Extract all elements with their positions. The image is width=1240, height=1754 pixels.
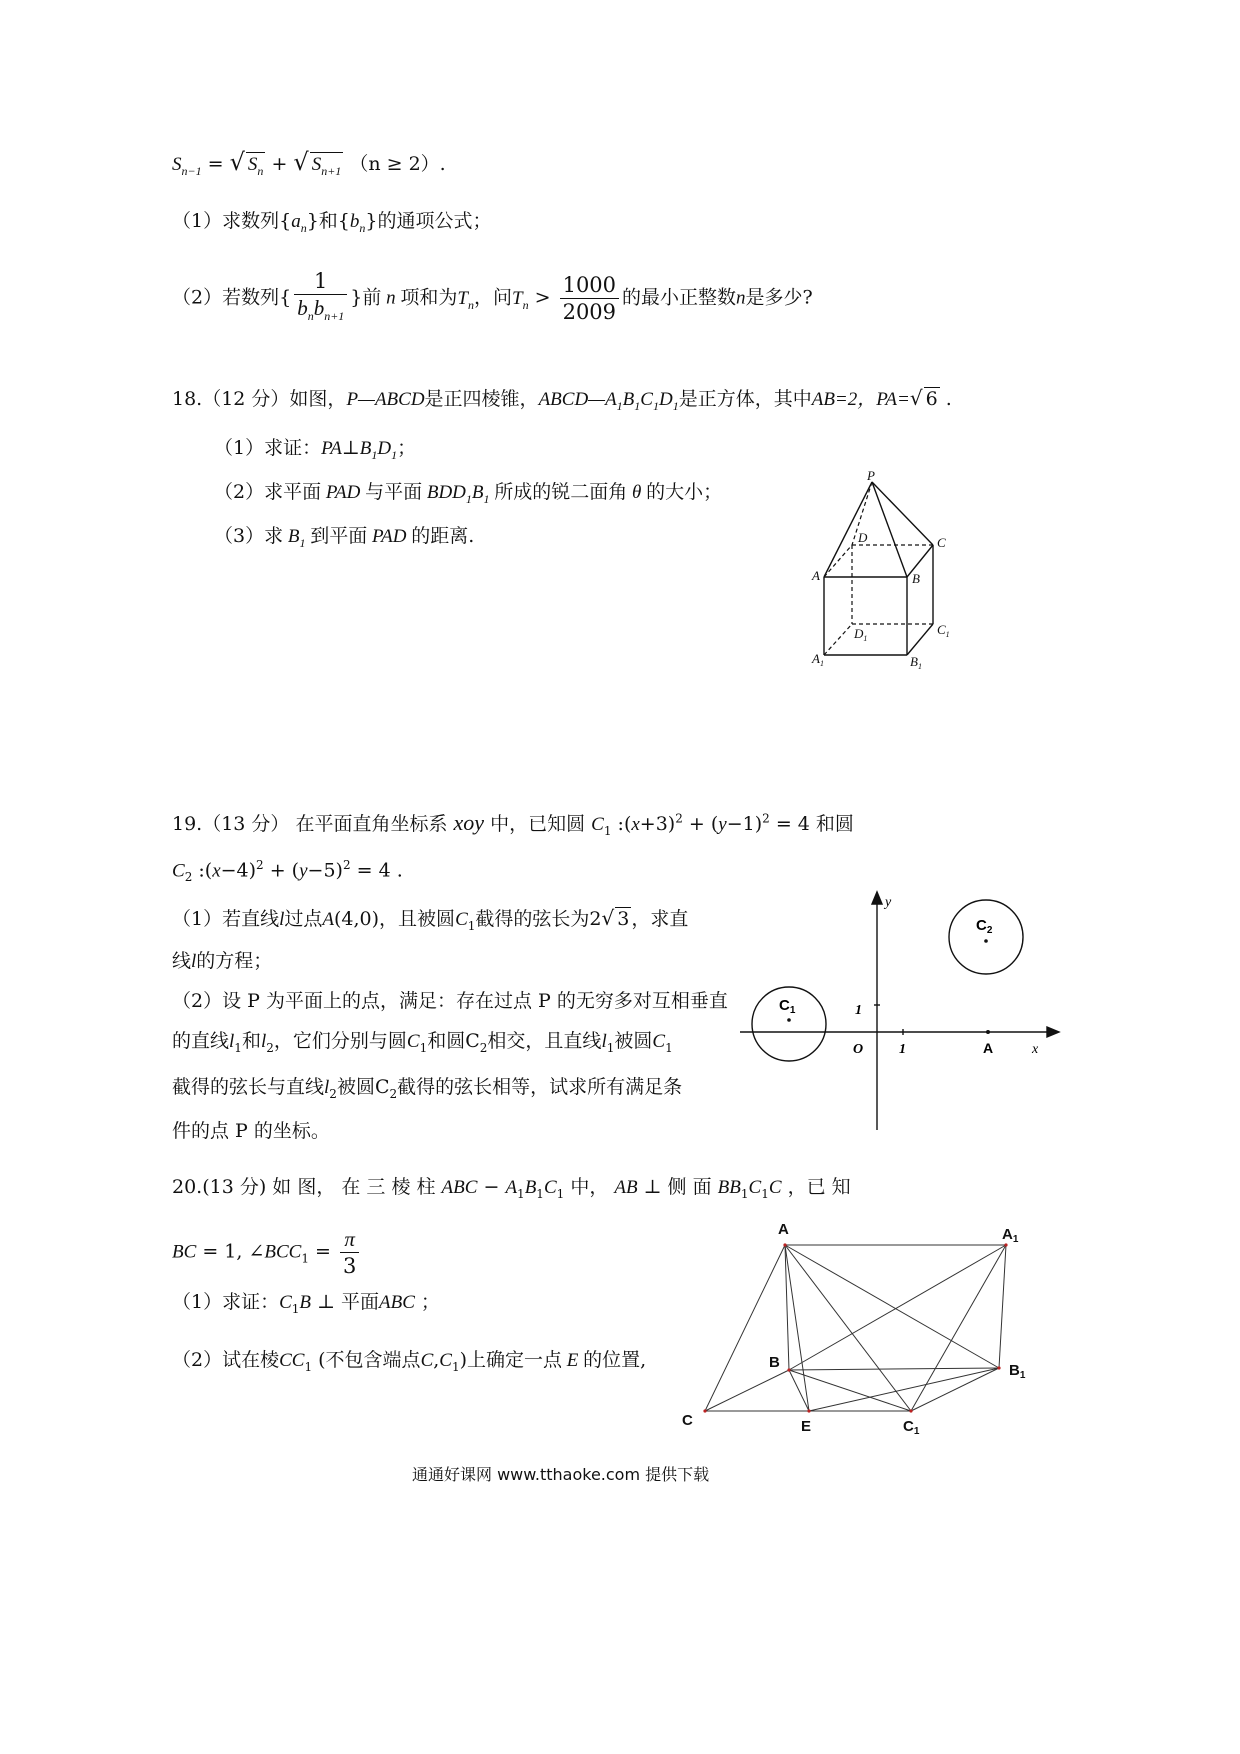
label-C1: $C_1$ xyxy=(903,1418,920,1437)
q18-part1: （1）求证：$PA\perp B_1D_1$； xyxy=(214,437,417,462)
q19-part2-line3: 截得的弦长与直线$l_2$被圆$C_2$截得的弦长相等，试求所有满足条 xyxy=(172,1076,683,1101)
label-E: E xyxy=(801,1418,812,1435)
q19-part1-line2: 线l的方程； xyxy=(172,950,273,972)
label-D: D xyxy=(858,530,868,545)
q18-head: 18.（12 分）如图，P—ABCD是正四棱锥，$ABCD—A_1B_1C_1D_1$是正方体，其中AB=2，PA=√ 6 . xyxy=(172,386,952,413)
label-C: C xyxy=(682,1412,693,1429)
q17-formula-cond: （n ≥ 2）. xyxy=(349,153,446,175)
label-C1: $C_1$ xyxy=(937,622,950,639)
label-B1: $B_1$ xyxy=(1009,1362,1026,1381)
q20-head: 20.(13 分) 如 图， 在 三 棱 柱 ABC − $A_1B_1C_1$ 中， AB ⊥ 侧 面 $BB_1C_1C$ ，已 知 xyxy=(172,1176,851,1201)
tick-y-label: 1 xyxy=(855,1003,862,1018)
q19-part2-line1: （2）设 P 为平面上的点，满足：存在过点 P 的无穷多对互相垂直 xyxy=(172,990,728,1012)
c2-label: $C_2$ xyxy=(976,917,993,936)
q18-part2: （2）求平面 PAD 与平面 $BDD_1B_1$ 所成的锐二面角 θ 的大小； xyxy=(214,481,723,506)
q17-part1: （1）求数列$\{a_n\}$和$\{b_n\}$的通项公式； xyxy=(172,210,492,235)
label-D1: $D_1$ xyxy=(854,626,868,643)
prism-figure xyxy=(672,1215,1042,1445)
q19-part1: （1）若直线l过点A(4,0)，且被圆$C_1$截得的弦长为2√ 3 ，求直 xyxy=(172,906,689,933)
c1-label: $C_1$ xyxy=(779,997,796,1016)
label-B: B xyxy=(769,1354,780,1371)
q18-part3: （3）求 $B_1$ 到平面 PAD 的距离. xyxy=(214,525,475,550)
q19-head: 19.（13 分） 在平面直角坐标系 xoy 中，已知圆 $C_1$ $:(x+3)^2 + (y-1)^2 = 4$ 和圆 xyxy=(172,810,854,838)
axis-x-label: x xyxy=(1032,1042,1039,1057)
label-P: P xyxy=(867,470,875,483)
q17-part2: （2）若数列{ $\frac{1}{b_nb_{n+1}}$ }前 n 项和为$T_n$，问$T_n$ > $\frac{1000}{2009}$ 的最小正整数n是多少? xyxy=(172,269,813,325)
point-a-label: A xyxy=(983,1040,994,1056)
label-A1: $A_1$ xyxy=(812,651,824,668)
label-A: A xyxy=(778,1221,789,1238)
page-footer: 通通好课网 www.tthaoke.com 提供下载 xyxy=(412,1465,710,1484)
origin-label: O xyxy=(853,1042,864,1057)
label-B1: $B_1$ xyxy=(910,654,922,671)
label-B: B xyxy=(912,571,920,586)
q19-part2-line4: 件的点 P 的坐标。 xyxy=(172,1120,330,1142)
q17-formula-line: $S_{n-1}$ = √ $S_n$ + √ $S_{n+1}$ （n ≥ 2）. xyxy=(172,148,446,178)
q20-part1: （1）求证：$C_1B$ ⊥ 平面ABC ； xyxy=(172,1291,440,1316)
pyramid-cube-figure xyxy=(800,470,980,675)
q19-part2-line2: 的直线$l_1$和$l_2$，它们分别与圆$C_1$和圆$C_2$相交，且直线$l_1$被圆$C_1$ xyxy=(172,1030,673,1055)
circles-figure xyxy=(735,890,1065,1135)
q20-part2: （2）试在棱$CC_1$ (不包含端点$C,C_1$)上确定一点 E 的位置, xyxy=(172,1349,647,1374)
axis-y-label: y xyxy=(885,895,892,910)
label-C: C xyxy=(937,535,946,550)
tick-x-label: 1 xyxy=(899,1042,906,1057)
q20-given: BC = 1, $\angle BCC_1$ = $\frac{\pi}{3}$ xyxy=(172,1226,362,1279)
label-A: A xyxy=(812,568,820,583)
q19-head-line2: $C_2$ $:(x-4)^2 + (y-5)^2 = 4$ . xyxy=(172,858,403,885)
label-A1: $A_1$ xyxy=(1002,1226,1019,1245)
